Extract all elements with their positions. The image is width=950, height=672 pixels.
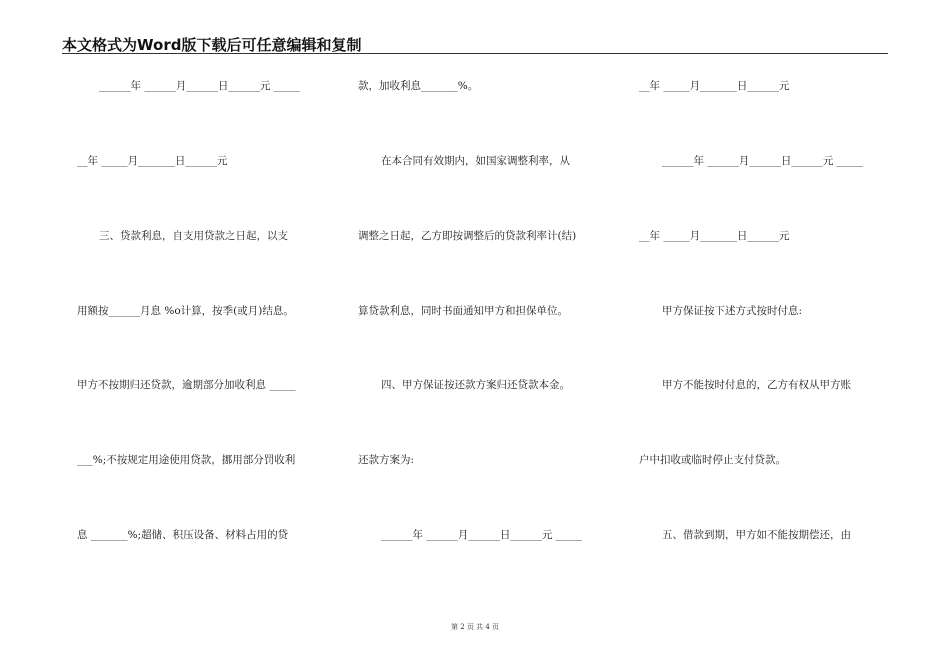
text-line: 甲方保证按下述方式按时付息: bbox=[662, 305, 803, 317]
text-line: 还款方案为: bbox=[358, 454, 415, 466]
text-line: __年 _____月_______日______元 bbox=[77, 155, 228, 167]
text-line: 款，加收利息_______%。 bbox=[358, 80, 479, 92]
page-number: 第 2 页 共 4 页 bbox=[450, 623, 500, 631]
text-line: ___%;不按规定用途使用贷款，挪用部分罚收利 bbox=[77, 454, 296, 466]
text-column-2 bbox=[320, 0, 630, 672]
text-line: 息 _______%;超储、积压设备、材料占用的贷 bbox=[77, 529, 289, 541]
text-line: 甲方不能按时付息的，乙方有权从甲方账 bbox=[662, 379, 851, 391]
text-line: 甲方不按期归还贷款，逾期部分加收利息 _____ bbox=[77, 379, 296, 391]
document-header-title: 本文格式为Word版下载后可任意编辑和复制 bbox=[62, 36, 362, 54]
text-column-1 bbox=[0, 0, 320, 672]
text-line: ______年 ______月______日______元 _____ bbox=[99, 80, 300, 92]
text-line: __年 _____月_______日______元 bbox=[639, 80, 790, 92]
text-line: ______年 ______月______日______元 _____ bbox=[662, 155, 863, 167]
text-line: 户中扣收或临时停止支付贷款。 bbox=[639, 454, 786, 466]
text-line: ______年 ______月______日______元 _____ bbox=[381, 529, 582, 541]
text-line: 用额按______月息 %o计算，按季(或月)结息。 bbox=[77, 305, 294, 317]
text-column-3 bbox=[630, 0, 900, 672]
text-line: 三、贷款利息，自支用贷款之日起，以支 bbox=[99, 230, 288, 242]
text-line: __年 _____月_______日______元 bbox=[639, 230, 790, 242]
text-line: 调整之日起，乙方即按调整后的贷款利率计(结) bbox=[358, 230, 577, 242]
text-line: 五、借款到期，甲方如不能按期偿还，由 bbox=[662, 529, 851, 541]
text-line: 四、甲方保证按还款方案归还贷款本金。 bbox=[381, 379, 570, 391]
text-line: 算贷款利息，同时书面通知甲方和担保单位。 bbox=[358, 305, 568, 317]
text-line: 在本合同有效期内，如国家调整利率，从 bbox=[381, 155, 570, 167]
